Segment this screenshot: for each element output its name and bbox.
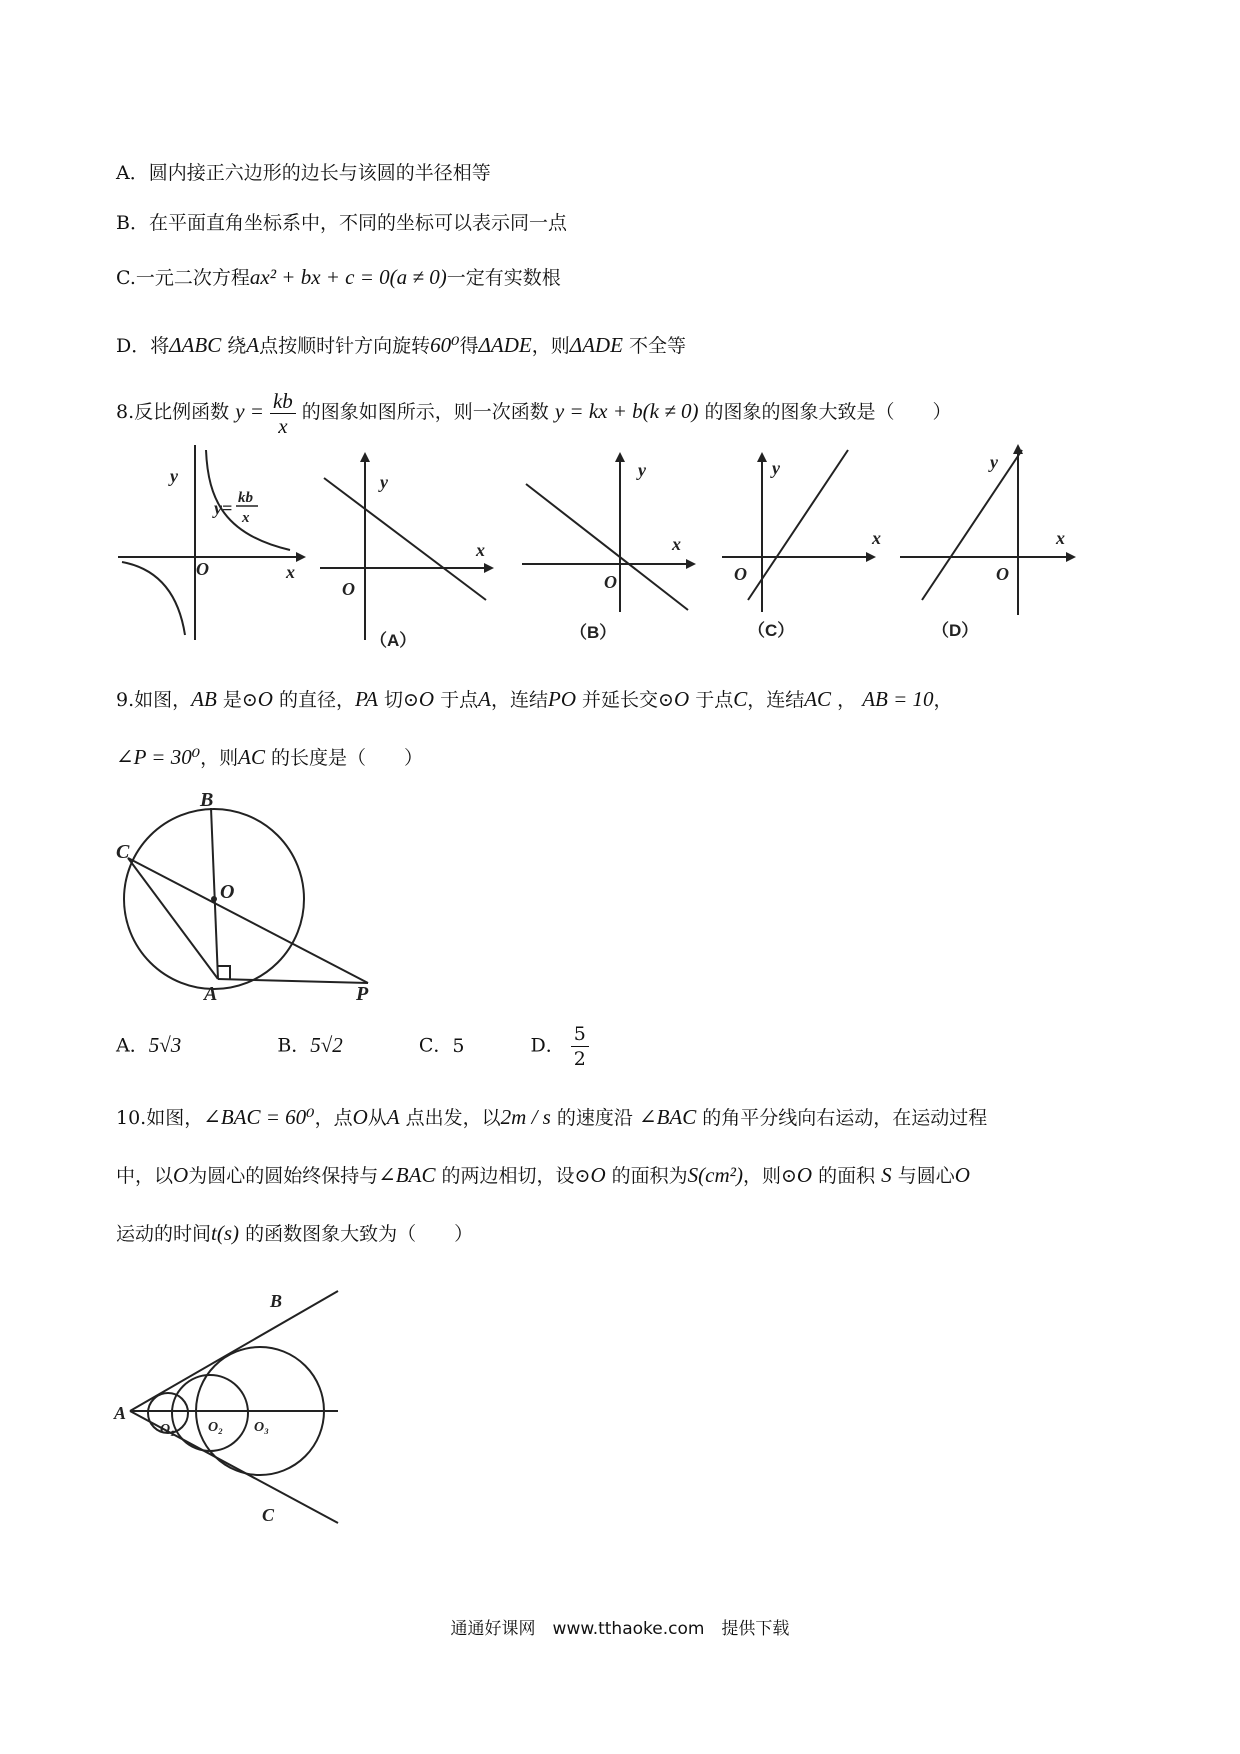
- q10-t14: 运动的时间: [116, 1223, 212, 1245]
- q10-label-o2: O₂: [208, 1420, 223, 1435]
- q7-option-d: [116, 330, 686, 361]
- q10-angle-bac: ∠BAC = 60⁰: [203, 1105, 315, 1129]
- q8-reference-graph: [118, 445, 300, 640]
- q9-option-a-label: A．: [116, 1034, 149, 1057]
- q8-figure: [110, 440, 1100, 660]
- q9-option-b-label: B．: [277, 1034, 311, 1057]
- q7-d-text2: 绕: [227, 335, 247, 357]
- q7-option-a: A．圆内接正六边形的边长与该圆的半径相等: [116, 162, 491, 184]
- q10-t10: 的面积为: [611, 1165, 688, 1187]
- q9-label-b: B: [200, 790, 214, 811]
- q10-t3: 从: [367, 1107, 387, 1129]
- q10-t15: 的函数图象大致为（ ）: [245, 1223, 474, 1245]
- q10-line-2: [116, 1160, 970, 1191]
- q9-o2: O: [418, 687, 435, 711]
- q10-time-t: t(s): [211, 1221, 240, 1245]
- q9-t2: 是⊙: [222, 689, 258, 711]
- q9-option-c-value: 5: [452, 1034, 465, 1057]
- q9-line-ap: [218, 979, 368, 983]
- q10-t6: 的角平分线向右运动，在运动过程: [702, 1107, 988, 1129]
- q8-d-origin: O: [996, 564, 1009, 584]
- q8-a-x-label: x: [476, 540, 485, 560]
- q8-text2: 的图象如图所示，则一次函数: [301, 401, 549, 423]
- q9-option-a-value: 5√3: [148, 1032, 182, 1057]
- q10-angle-bac-3: ∠BAC: [378, 1163, 436, 1187]
- q9-option-d-fraction: [571, 1022, 589, 1071]
- q9-figure: [116, 790, 386, 1010]
- q10-t5: 的速度沿: [556, 1107, 633, 1129]
- q8-fraction-num: kb: [270, 389, 296, 414]
- q10-t11: ，则⊙: [742, 1165, 797, 1187]
- q10-s: S: [881, 1163, 892, 1187]
- q10-t1: 10.如图，: [116, 1107, 204, 1129]
- q10-line-3: [116, 1218, 473, 1249]
- q8-y-eq: y =: [235, 399, 264, 423]
- q9-ab: AB: [191, 687, 217, 711]
- q9-t9: ，连结: [747, 689, 805, 711]
- q10-label-b: B: [270, 1291, 283, 1311]
- q8-text1: 8.反比例函数: [116, 401, 230, 423]
- q8-question: [116, 386, 952, 438]
- q9-t1: 9.如图，: [116, 689, 192, 711]
- q8-curve-label: y=: [214, 498, 233, 518]
- q7-option-c: [116, 262, 561, 293]
- q10-label-o1: O₁: [160, 1422, 175, 1437]
- q10-label-c: C: [262, 1505, 275, 1525]
- q7-d-triangle-ade-2: ΔADE: [569, 333, 623, 357]
- q8-caption-d: （D）: [932, 621, 979, 640]
- q10-angle-bac-2: ∠BAC: [638, 1105, 697, 1129]
- q8-fraction: [270, 389, 296, 438]
- q7-option-c-text: C.一元二次方程: [116, 267, 250, 289]
- q9-a2: A: [478, 687, 491, 711]
- q8-d-y-label: y: [990, 452, 998, 472]
- q8-b-x-label: x: [672, 534, 681, 554]
- q10-speed: 2m / s: [500, 1105, 551, 1129]
- q9-t10: ，: [837, 689, 857, 711]
- q9-t6: ，连结: [490, 689, 548, 711]
- q8-ref-x-label: x: [286, 562, 295, 582]
- q8-caption-c: （C）: [748, 621, 795, 640]
- q7-d-text3: 点按顺时针方向旋转: [259, 335, 431, 357]
- q8-curve-num: kb: [238, 490, 253, 506]
- q9-options: [116, 1022, 595, 1071]
- q10-t2: ，点: [314, 1107, 353, 1129]
- q9-o: O: [257, 687, 273, 711]
- q10-line-1: [116, 1102, 987, 1133]
- q9-ac2: AC: [238, 745, 265, 769]
- q7-option-b: B．在平面直角坐标系中，不同的坐标可以表示同一点: [116, 212, 567, 234]
- q10-t12: 的面积: [818, 1165, 876, 1187]
- q9-ab-eq: AB = 10: [862, 687, 934, 711]
- q9-label-p: P: [356, 983, 369, 1005]
- q8-graph-d: [900, 450, 1070, 615]
- q9-t5: 于点: [440, 689, 479, 711]
- q8-a-y-label: y: [380, 472, 388, 492]
- q9-pa: PA: [355, 687, 378, 711]
- q9-t7: 并延长交⊙: [582, 689, 674, 711]
- q9-t8: 于点: [695, 689, 734, 711]
- q8-c-y-label: y: [772, 458, 780, 478]
- q8-c-x-label: x: [872, 528, 881, 548]
- q9-t3: 的直径，: [278, 689, 355, 711]
- q7-option-c-equation: ax² + bx + c = 0(a ≠ 0): [249, 265, 447, 289]
- q9-line-2: [116, 742, 423, 773]
- q9-label-a: A: [204, 983, 218, 1005]
- q8-graph-a: [320, 458, 488, 640]
- q9-option-d-label: D．: [530, 1034, 565, 1057]
- q9-line-ac: [128, 858, 218, 979]
- q10-o4: O: [796, 1163, 813, 1187]
- q10-figure: [110, 1285, 350, 1525]
- q10-o: O: [352, 1105, 368, 1129]
- q7-d-text6: 不全等: [628, 335, 686, 357]
- q8-a-origin: O: [342, 579, 355, 599]
- q8-caption-a: （A）: [370, 631, 417, 650]
- q8-d-x-label: x: [1056, 528, 1065, 548]
- q10-t13: 与圆心: [897, 1165, 955, 1187]
- q10-o5: O: [954, 1163, 970, 1187]
- q9-t4: 切⊙: [384, 689, 419, 711]
- q10-t4: 点出发，以: [405, 1107, 501, 1129]
- q10-area-s: S(cm²): [687, 1163, 743, 1187]
- q7-d-triangle-ade: ΔADE: [478, 333, 532, 357]
- q8-c-origin: O: [734, 564, 747, 584]
- page-footer: 通通好课网 www.tthaoke.com 提供下载: [450, 1619, 790, 1639]
- q7-d-triangle-abc: ΔABC: [169, 333, 222, 357]
- q9-t11: ，: [933, 689, 953, 711]
- q9-option-b-value: 5√2: [310, 1032, 343, 1057]
- q9-label-c: C: [116, 841, 130, 863]
- q8-ref-origin: O: [196, 559, 209, 579]
- q8-fraction-den: x: [278, 413, 288, 438]
- q8-graph-c: [722, 450, 870, 612]
- q10-t8: 为圆心的圆始终保持与: [188, 1165, 379, 1187]
- q10-label-a: A: [114, 1403, 127, 1423]
- q10-a: A: [386, 1105, 400, 1129]
- q9-t12: ，则: [200, 747, 239, 769]
- q9-option-d-den: 2: [573, 1048, 586, 1070]
- q7-d-angle: 60⁰: [430, 333, 460, 357]
- q7-d-point-a: A: [246, 333, 260, 357]
- q9-o3: O: [673, 687, 690, 711]
- q9-label-o: O: [220, 881, 235, 903]
- q9-option-c-label: C．: [418, 1034, 453, 1057]
- q9-line-1: [116, 684, 953, 715]
- q10-o2: O: [173, 1163, 189, 1187]
- q8-b-y-label: y: [638, 460, 646, 480]
- q7-option-c-text-end: 一定有实数根: [446, 267, 561, 289]
- q9-ac: AC: [804, 687, 832, 711]
- q8-text3: 的图象的图象大致是（ ）: [704, 401, 952, 423]
- q9-po: PO: [548, 687, 576, 711]
- q9-diameter-ab: [211, 808, 218, 979]
- q8-linear-function: y = kx + b(k ≠ 0): [554, 399, 699, 423]
- q9-option-d-num: 5: [571, 1022, 589, 1047]
- q8-ref-y-label: y: [170, 466, 178, 486]
- q8-caption-b: （B）: [570, 623, 617, 642]
- q8-b-origin: O: [604, 572, 617, 592]
- q8-curve-den: x: [242, 510, 250, 526]
- q9-t13: 的长度是（ ）: [271, 747, 424, 769]
- q9-angle-p: ∠P = 30⁰: [116, 745, 201, 769]
- q10-circle-2: [172, 1375, 248, 1451]
- q10-t9: 的两边相切，设⊙: [441, 1165, 591, 1187]
- q9-c2: C: [733, 687, 748, 711]
- q7-d-text5: ，则: [531, 335, 570, 357]
- q9-line-cp: [128, 858, 368, 983]
- q7-d-text1: D．将: [116, 335, 170, 357]
- q7-d-text4: 得: [459, 335, 479, 357]
- q10-label-o3: O₃: [254, 1420, 269, 1435]
- q10-ray-ab: [130, 1291, 338, 1411]
- q10-t7: 中，以: [116, 1165, 174, 1187]
- q10-o3: O: [590, 1163, 606, 1187]
